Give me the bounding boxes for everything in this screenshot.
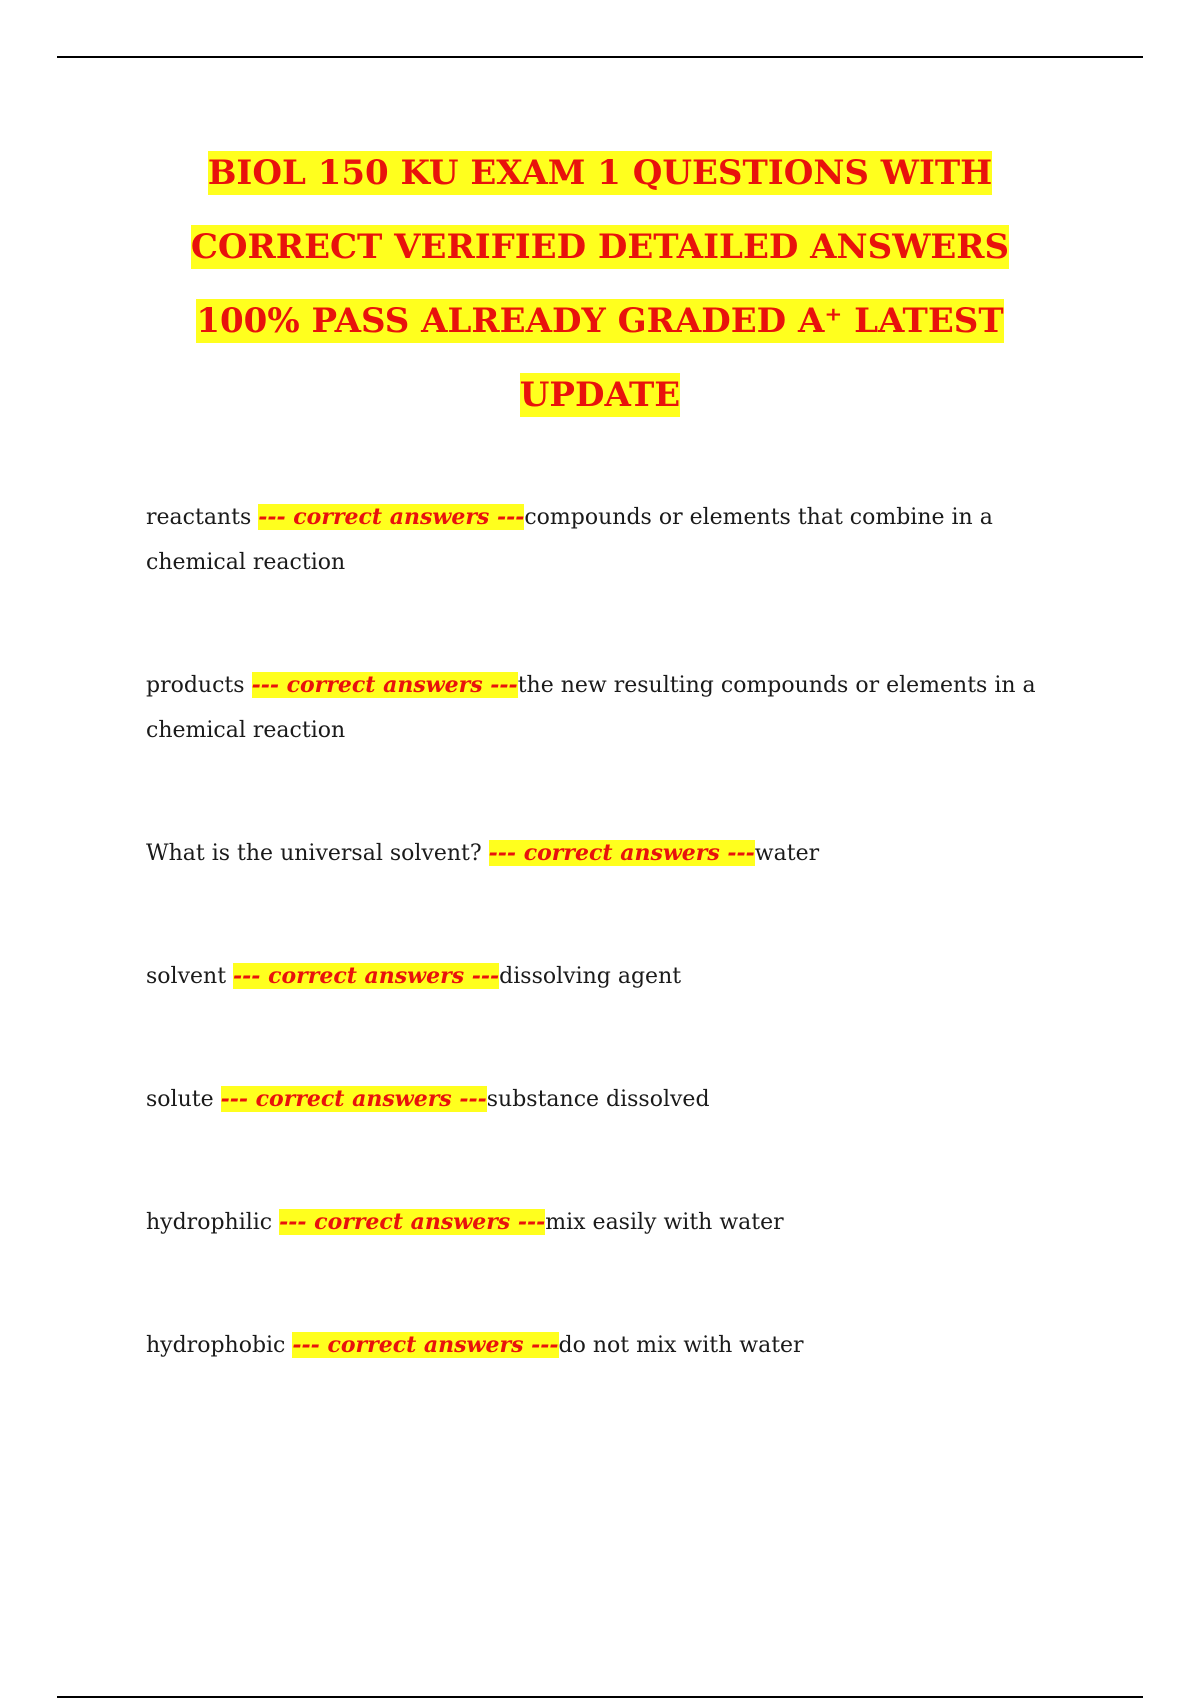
qa-item-products: [146, 663, 1096, 753]
correct-answers-marker: --- correct answers ---: [279, 1209, 546, 1235]
qa-item-hydrophobic: [146, 1323, 1096, 1368]
question-text: hydrophilic: [146, 1210, 273, 1235]
correct-answers-marker: --- correct answers ---: [220, 1086, 487, 1112]
question-text: reactants: [146, 505, 252, 530]
answer-text: compounds or elements that combine in a chemical reaction: [146, 505, 993, 575]
qa-item-hydrophilic: [146, 1200, 1096, 1245]
answer-text: mix easily with water: [545, 1210, 784, 1235]
title-line-1: BIOL 150 KU EXAM 1 QUESTIONS WITH: [207, 153, 993, 193]
answer-text: the new resulting compounds or elements in a chemical reaction: [146, 673, 1036, 743]
correct-answers-marker: --- correct answers ---: [292, 1332, 559, 1358]
question-text: hydrophobic: [146, 1333, 286, 1358]
qa-item-solute: [146, 1077, 1096, 1122]
qa-item-reactants: [146, 495, 1096, 585]
question-text: solvent: [146, 964, 227, 989]
correct-answers-marker: --- correct answers ---: [251, 672, 518, 698]
qa-list: [146, 495, 1096, 1368]
qa-item-universal-solvent: [146, 831, 1096, 876]
top-rule: [57, 56, 1143, 58]
answer-text: do not mix with water: [558, 1333, 804, 1358]
title-line-3: 100% PASS ALREADY GRADED A⁺ LATEST: [196, 301, 1004, 341]
correct-answers-marker: --- correct answers ---: [488, 840, 755, 866]
document-title: [100, 136, 1100, 432]
title-line-2: CORRECT VERIFIED DETAILED ANSWERS: [190, 227, 1010, 267]
title-line-4: UPDATE: [519, 375, 681, 415]
question-text: products: [146, 673, 245, 698]
correct-answers-marker: --- correct answers ---: [233, 963, 500, 989]
question-text: What is the universal solvent?: [146, 841, 482, 866]
answer-text: substance dissolved: [486, 1087, 710, 1112]
answer-text: dissolving agent: [499, 964, 682, 989]
question-text: solute: [146, 1087, 214, 1112]
qa-item-solvent: [146, 954, 1096, 999]
correct-answers-marker: --- correct answers ---: [258, 504, 525, 530]
answer-text: water: [754, 841, 820, 866]
bottom-rule: [57, 1696, 1143, 1698]
